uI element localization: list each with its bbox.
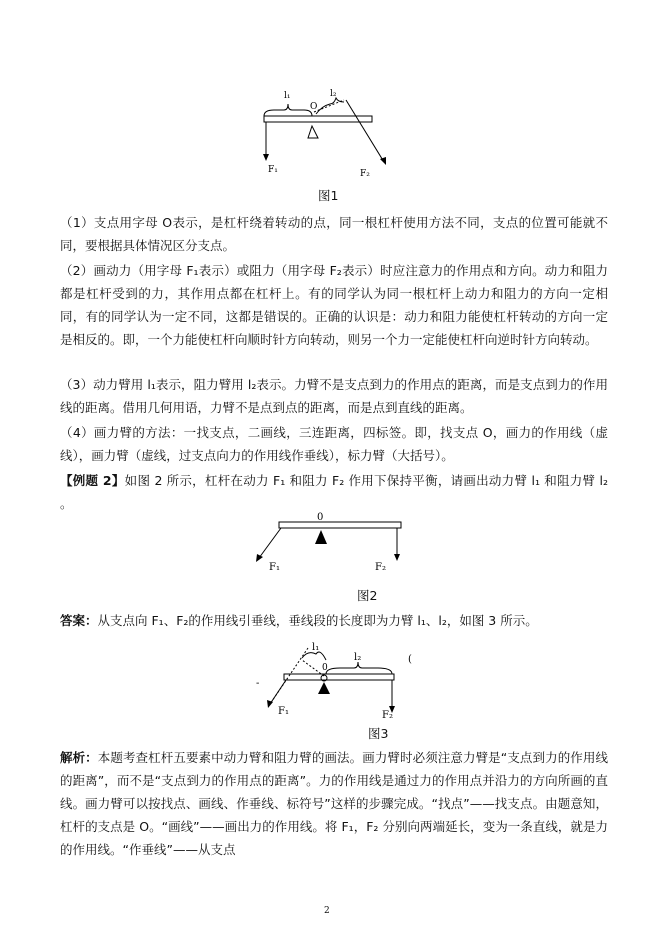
fig1-label-f1: F₁	[268, 165, 278, 175]
fulcrum-triangle	[308, 126, 318, 138]
figure-3-caption: 图3	[368, 726, 389, 741]
paragraph-4: （4）画力臂的方法：一找支点，二画线，三连距离，四标签。即，找支点 O，画力的作用线（虚线），画力臂（虚线，过支点向力的作用线作垂线），标力臂（大括号）。	[60, 425, 608, 463]
fig3-label-f1: F₁	[278, 706, 289, 717]
fulcrum-triangle	[315, 530, 327, 544]
fig3-label-l2: l₂	[354, 652, 362, 663]
analysis-text: 本题考查杠杆五要素中动力臂和阻力臂的画法。画力臂时必须注意力臂是“支点到力的作用线的距离”，而不是“支点到力的作用点的距离”。力的作用线是通过力的作用点并沿力的方向所画的直线。画力臂可以按找点、画线、作垂线、标符号”这样的步骤完成。“找点”——找支点。由题意知，杠杆的支点是 O。“画线”——画出力的作用线。将 F₁，F₂ 分别向两端延长，变为一条直线，就是力的作用线。“作垂线”——从支点	[60, 750, 608, 857]
page-number: 2	[324, 906, 330, 916]
answer	[60, 609, 608, 632]
figure-1-lever-diagram	[250, 82, 400, 182]
fig1-label-l2: l₂	[330, 89, 337, 99]
fig3-label-f2: F₂	[382, 710, 393, 720]
paragraph-2: （2）画动力（用字母 F₁表示）或阻力（用字母 F₂表示）时应注意力的作用点和方向。动力和阻力都是杠杆受到的力，其作用点都在杠杆上。有的同学认为同一根杠杆上动力和阻力的方向一定相同，有的同学认为一定不同，这都是错误的。正确的认识是：动力和阻力能使杠杆转动的方向一定是相反的。即，一个力能使杠杆向顺时针方向转动，则另一个力一定能使杠杆向逆时针方向转动。	[60, 263, 608, 347]
svg-text:-: -	[256, 678, 260, 689]
l2-brace	[326, 662, 392, 674]
paragraph-3: （3）动力臂用 l₁表示，阻力臂用 l₂表示。力臂不是支点到力的作用点的距离，而是支点到力的作用线的距离。借用几何用语，力臂不是点到点的距离，而是点到直线的距离。	[60, 377, 608, 415]
example-text: 如图 2 所示，杠杆在动力 F₁ 和阻力 F₂ 作用下保持平衡，请画出动力臂 l₁ 和阻力臂 l₂ 。	[60, 473, 608, 511]
fig2-label-o: 0	[317, 512, 324, 523]
f1-arrow	[263, 154, 269, 161]
analysis-tag: 解析：	[60, 750, 98, 765]
l1-brace	[264, 104, 312, 116]
fig3-label-l1: l₁	[312, 642, 320, 653]
paragraph-1: （1）支点用字母 O表示，是杠杆绕着转动的点，同一根杠杆使用方法不同，支点的位置可能就不同，要根据具体情况区分支点。	[60, 215, 608, 253]
answer-tag: 答案：	[60, 613, 98, 628]
figure-2-lever-diagram	[255, 508, 415, 580]
example-tag: 【例题 2】	[60, 473, 125, 488]
figure-1-caption: 图1	[318, 188, 339, 203]
f1-arrow	[256, 554, 263, 562]
fig1-label-l1: l₁	[284, 91, 291, 101]
fig2-label-f2: F₂	[375, 562, 386, 573]
f2-arrow	[394, 554, 400, 561]
fig1-label-o: O	[310, 102, 318, 112]
f2-arrow	[380, 157, 386, 165]
l1-brace	[302, 652, 326, 660]
svg-text:(: (	[408, 654, 412, 665]
fig3-label-o: 0	[322, 663, 328, 673]
analysis	[60, 746, 608, 861]
answer-text: 从支点向 F₁、F₂的作用线引垂线，垂线段的长度即为力臂 l₁、l₂，如图 3 所示。	[97, 613, 538, 628]
lever-bar	[284, 674, 394, 680]
lever-bar	[279, 522, 401, 528]
figure-3-lever-diagram	[250, 638, 420, 720]
figure-2-caption: 图2	[357, 588, 378, 603]
fulcrum-triangle	[318, 682, 330, 694]
fig2-label-f1: F₁	[269, 562, 280, 573]
fig1-label-f2: F₂	[360, 169, 370, 179]
